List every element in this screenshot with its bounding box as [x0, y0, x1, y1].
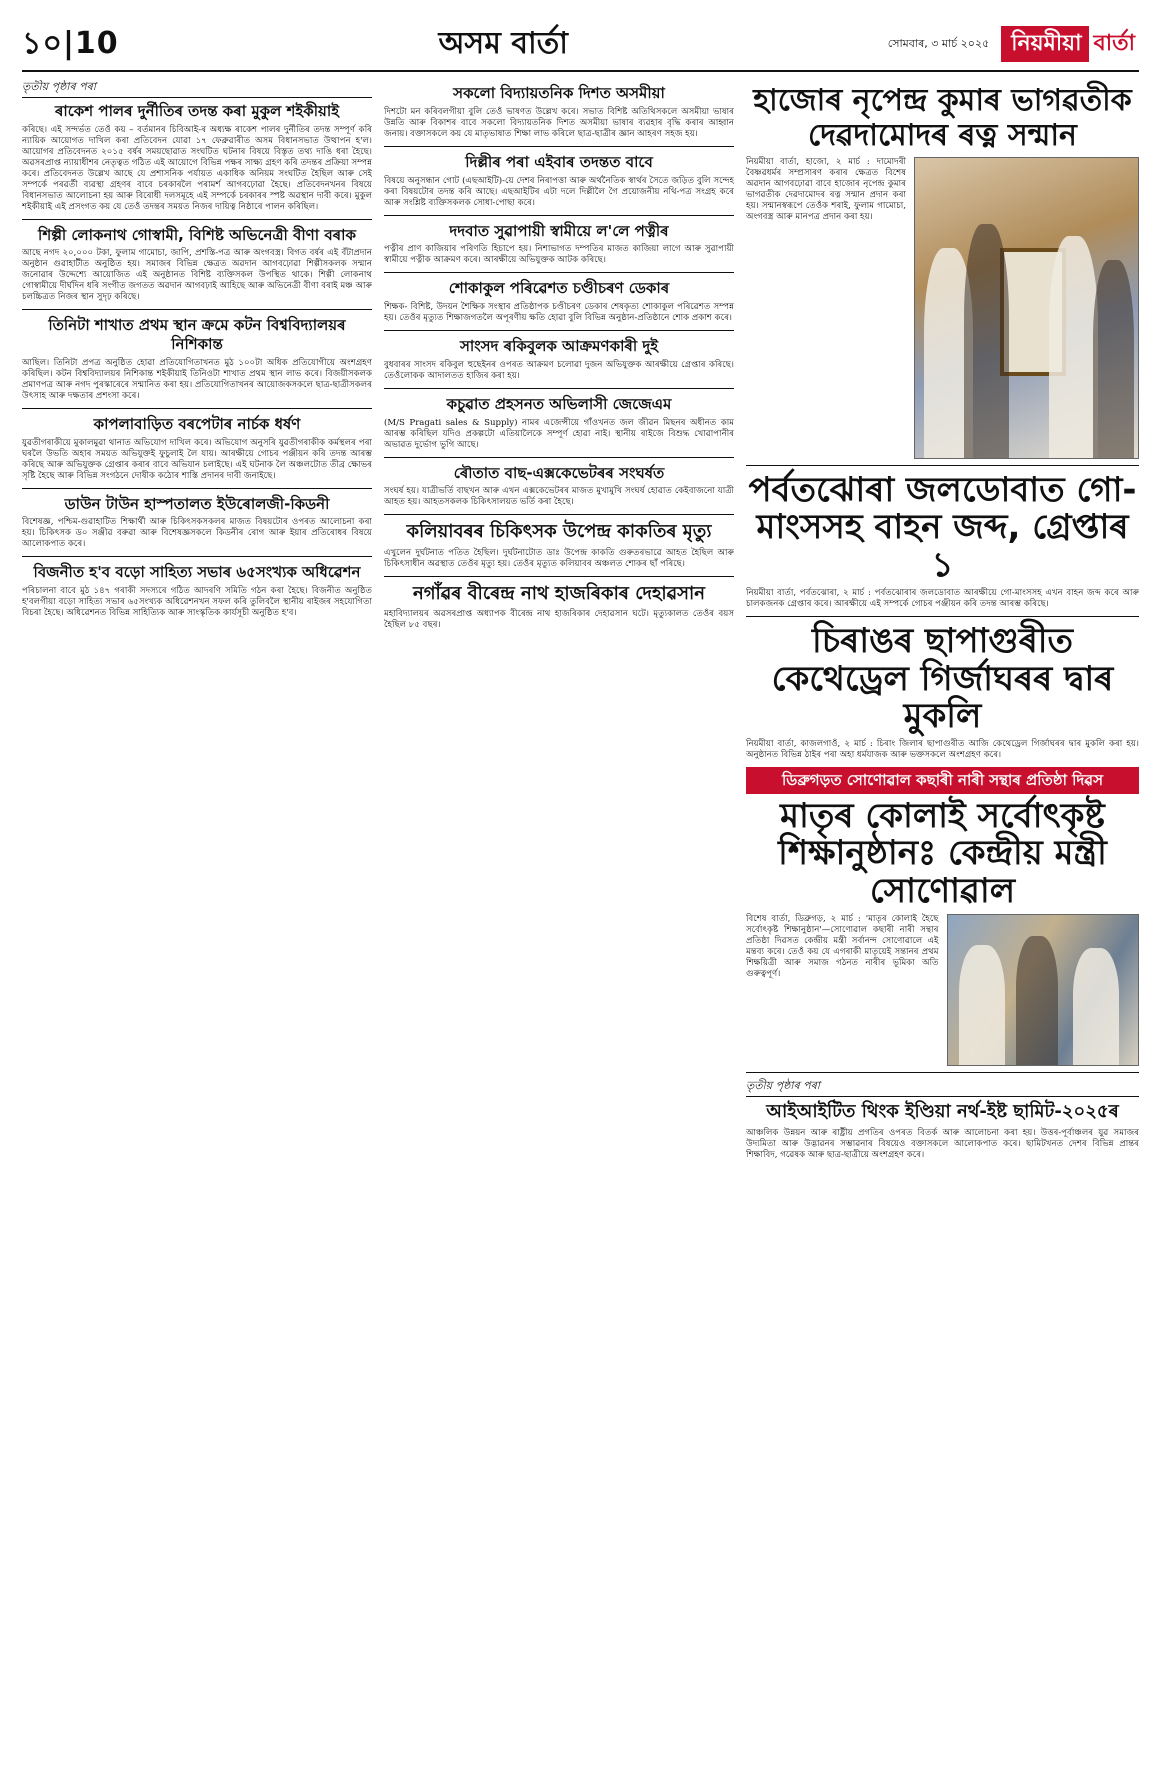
article-body: নিয়মীয়া বাৰ্তা, হাজো, ২ মাৰ্চ : দামোদৰী বৈষ্ণৱধৰ্মৰ সম্প্ৰসাৰণ কৰাৰ ক্ষেত্ৰত বিশেষ অৱদান আগবঢ়োৱা বাবে হাজোৰ নৃপেন্দ্ৰ কুমাৰ ভাগৱতীক দেৱদামোদৰ ৰত্ন সন্মান প্ৰদান কৰা হয়। সন্মানস্বৰূপে তেওঁক শৰাই, ফুলাম গামোচা, অংগবস্ত্ৰ আৰু মানপত্ৰ প্ৰদান কৰা হয়।	[746, 157, 906, 222]
divider	[384, 514, 734, 515]
article-headline: বিজনীত হ'ব বড়ো সাহিত্য সভাৰ ৬৫সংখ্যক অধিৱেশন	[33, 563, 361, 582]
continued-label: তৃতীয় পৃষ্ঠাৰ পৰা	[22, 80, 372, 98]
brand-logo-right: বাৰ্তা	[1093, 31, 1135, 57]
divider	[384, 146, 734, 147]
article-headline: তিনিটা শাখাত প্ৰথম স্থান ক্ৰমে কটন বিশ্ববিদ্যালয়ৰ নিশিকান্ত	[48, 316, 346, 353]
article-body: পত্নীৰ প্ৰাণ কাজিয়াৰ পৰিণতি হিচাপে হয়। নিশাভাগত দম্পতিৰ মাজত কাজিয়া লাগে আৰু সুৱাপায়ী স্বামীয়ে পত্নীক আক্ৰমণ কৰে। আৰক্ষীয়ে অভিযুক্তক আটক কৰিছে।	[384, 244, 734, 266]
person-figure	[1073, 948, 1119, 1065]
masthead	[22, 18, 1139, 72]
divider	[22, 309, 372, 310]
article-headline: পৰ্বতঝোৰা জলডোবাত গো-মাংসসহ বাহন জব্দ, গ্ৰেপ্তাৰ ১	[748, 470, 1137, 585]
divider	[384, 330, 734, 331]
article-headline: কচুৱাত প্ৰহসনত অভিলাসী জেজেএম	[446, 394, 672, 413]
article-body: বিশেষ বাৰ্তা, ডিব্ৰুগড়, ২ মাৰ্চ : 'মাতৃৰ কোলাই হৈছে সৰ্বোৎকৃষ্ট শিক্ষানুষ্ঠান'—সোণোৱাল কছাৰী নাৰী সন্থাৰ প্ৰতিষ্ঠা দিৱসত কেন্দ্ৰীয় মন্ত্ৰী সৰ্বানন্দ সোণোৱালে এই মন্তব্য কৰে। তেওঁ কয় যে এগৰাকী মাতৃয়েই সন্তানৰ প্ৰথম শিক্ষয়িত্ৰী আৰু সমাজ গঠনত নাৰীৰ ভূমিকা অতি গুৰুত্বপূৰ্ণ।	[746, 914, 939, 980]
divider	[22, 488, 372, 489]
person-figure	[964, 224, 1009, 458]
person-figure	[1093, 260, 1133, 458]
person-figure	[959, 945, 1005, 1065]
article-headline: চিৰাঙৰ ছাপাগুৰীত কেথেড্ৰেল গিৰ্জাঘৰৰ দ্বাৰ মুকলি	[771, 621, 1114, 736]
column-right	[746, 80, 1139, 1770]
divider	[22, 408, 372, 409]
article-headline: নগাঁৱৰ বীৰেন্দ্ৰ নাথ হাজৰিকাৰ দেহাৱসান	[412, 582, 706, 604]
award-photo	[914, 157, 1139, 459]
article-body: সংঘৰ্ষ হয়। যাত্ৰীভৰ্তি বাছখন আৰু এখন এক্সকেভেটৰৰ মাজত মুখামুখি সংঘৰ্ষ হোৱাত কেইবাজনো যাত্ৰী আহত হয়। আহতসকলক চিকিৎসালয়ত ভৰ্তি কৰা হৈছে।	[384, 486, 734, 508]
article-body: নিয়মীয়া বাৰ্তা, কাজলগাওঁ, ২ মাৰ্চ : চিৰাং জিলাৰ ছাপাগুৰীত আজি কেথেড্ৰেল গিৰ্জাঘৰৰ দ্বাৰ মুকলি কৰা হয়। অনুষ্ঠানত বিভিন্ন ঠাইৰ পৰা অহা ধৰ্মযাজক আৰু ভক্তসকলে অংশগ্ৰহণ কৰে।	[746, 739, 1139, 761]
article-body: কৰিছে। এই সন্দৰ্ভত তেওঁ কয় – বৰ্তমানৰ চিবিআই-ৰ অধ্যক্ষ ৰাকেশ পালৰ দুৰ্নীতিৰ তদন্ত সম্পূৰ্ণ কৰি ন্যায়িক আয়োগত দাখিল কৰা প্ৰতিবেদন যোৱা ১৭ ফেব্ৰুৱাৰীত অসম বিধানসভাত উত্থাপন হ'ল। আয়োগৰ প্ৰতিবেদনত ২০১৫ বৰ্ষৰ সময়ছোৱাত সংঘটিত ঘটনাৰ বিষয়ে বিস্তৃত তথ্য দাঙি ধৰা হৈছে। অৱসৰপ্ৰাপ্ত ন্যায়াধীশৰ নেতৃত্বত গঠিত এই আয়োগে বিভিন্ন পক্ষৰ সাক্ষ্য গ্ৰহণ কৰি তদন্তৰ প্ৰক্ৰিয়া সম্পন্ন কৰে। প্ৰতিবেদনত উল্লেখ আছে যে প্ৰশাসনিক পৰ্যায়ত একাধিক অনিয়ম সংঘটিত হৈছিল আৰু সেই সম্পৰ্কে পৰৱৰ্তী ব্যৱস্থা গ্ৰহণৰ বাবে চৰকাৰলৈ পৰামৰ্শ আগবঢ়োৱা হৈছে। প্ৰতিবেদনখনৰ বিষয়ে বিধানসভাত আলোচনা হয় আৰু বিৰোধী দলসমূহে এই সম্পৰ্কে চৰকাৰৰ স্পষ্ট অৱস্থান দাবী কৰে। মুকুল শইকীয়াই এই প্ৰসংগত কয় যে তেওঁ তদন্তৰ সময়ত নিজৰ দায়িত্ব নিষ্ঠাৰে পালন কৰিছিল।	[22, 124, 372, 212]
article-right	[947, 914, 1140, 1066]
article-block	[746, 914, 1139, 1066]
article-headline: ৰৌতাত বাছ-এক্সকেভেটৰৰ সংঘৰ্ষত	[453, 463, 665, 482]
divider	[746, 465, 1139, 466]
article-body: আছে নগদ ২০,০০০ টকা, ফুলাম গামোচা, জাপি, প্ৰশস্তি-পত্ৰ আৰু অংগবস্ত্ৰ। বিগত বৰ্ষৰ এই বঁটাপ্ৰদান অনুষ্ঠান গুৱাহাটীত অনুষ্ঠিত হয়। সমাজৰ বিভিন্ন ক্ষেত্ৰত অৱদান আগবঢ়োৱা শিল্পীসকলক সন্মান জনোৱাৰ উদ্দেশ্যে আয়োজিত এই অনুষ্ঠানত বিশিষ্ট ব্যক্তিসকল উপস্থিত থাকে। শিল্পী লোকনাথ গোস্বামীয়ে দীৰ্ঘদিন ধৰি সংগীত জগতত অৱদান আগবঢ়াই আহিছে আৰু অভিনেত্ৰী বীণা বৰাই মঞ্চ আৰু চলচ্চিত্ৰত নিজৰ স্থান সুদৃঢ় কৰিছে।	[22, 248, 372, 303]
article-left	[746, 914, 939, 1066]
article-body: এখুলেন দুৰ্ঘটনাত পতিত হৈছিল। দুৰ্ঘটনাটোত ডাঃ উপেন্দ্ৰ কাকতি গুৰুতৰভাৱে আহত হৈছিল আৰু চিকিৎসাধীন অৱস্থাত তেওঁৰ মৃত্যু হয়। তেওঁৰ মৃত্যুত কলিয়াবৰ অঞ্চলত শোকৰ ছাঁ পৰিছে।	[384, 547, 734, 569]
article-block	[746, 157, 1139, 459]
article-body: বিষয়ে অনুসন্ধান গোট (এছআইটি)-য়ে দেশৰ নিৰাপত্তা আৰু অৰ্থনৈতিক স্বাৰ্থৰ সৈতে জড়িত বুলি সন্দেহ কৰা বিষয়টোৰ তদন্ত কৰি আছে। এছআইটিৰ এটা দলে দিল্লীলৈ গৈ প্ৰয়োজনীয় নথি-পত্ৰ সংগ্ৰহ কৰে আৰু সংশ্লিষ্ট ব্যক্তিসকলক সোধা-পোছা কৰে।	[384, 175, 734, 208]
column-middle	[384, 80, 734, 1770]
article-body: (M/S Pragati sales & Supply) নামৰ এজেন্সীয়ে গাঁওখনত জল জীৱন মিছনৰ অধীনত কাম আৰম্ভ কৰিছিল যদিও প্ৰকল্পটো এতিয়ালৈকে সম্পূৰ্ণ হোৱা নাই। স্থানীয় ৰাইজে বিশুদ্ধ খোৱাপানীৰ অভাৱত দুৰ্ভোগ ভুগি আছে।	[384, 417, 734, 450]
masthead-right	[888, 26, 1139, 62]
article-headline: সাংসদ ৰকিবুলক আক্ৰমণকাৰী দুই	[459, 337, 659, 355]
article-headline: শিল্পী লোকনাথ গোস্বামী, বিশিষ্ট অভিনেত্ৰী বীণা বৰাক	[38, 225, 356, 244]
divider	[384, 457, 734, 458]
article-headline: দিল্লীৰ পৰা এইবাৰ তদন্তত বাবে	[465, 152, 653, 171]
article-headline: ডাউন টাউন হাস্পতালত ইউৰোলজী-কিডনী	[64, 494, 330, 513]
section-title: অসম বাৰ্তা	[438, 26, 568, 62]
divider	[384, 576, 734, 577]
content-columns	[22, 80, 1139, 1770]
column-left	[22, 80, 372, 1770]
divider	[22, 556, 372, 557]
article-headline: ৰাকেশ পালৰ দুৰ্নীতিৰ তদন্ত কৰা মুকুল শইকীয়াই	[54, 101, 339, 120]
article-body: বিশেষজ্ঞ, পশ্চিম-গুৱাহাটিত শিক্ষাৰ্থী আৰু চিকিৎসকসকলৰ মাজত বিষয়টোৰ ওপৰত আলোচনা কৰা হয়। চিকিৎসক ড০ সঞ্জীৱ বৰুৱা আৰু বিশেষজ্ঞসকলে কিডনীৰ ৰোগ আৰু ইয়াৰ প্ৰতিৰোধৰ বিষয়ে আলোকপাত কৰে।	[22, 517, 372, 550]
article-body: আঞ্চলিক উন্নয়ন আৰু ৰাষ্ট্ৰীয় প্ৰগতিৰ ওপৰত বিতৰ্ক আৰু আলোচনা কৰা হয়। উত্তৰ-পূৰ্বাঞ্চলৰ যুৱ সমাজৰ উদ্যমিতা আৰু উদ্ভাৱনৰ সম্ভাৱনাৰ বিষয়েও বক্তাসকলে আলোকপাত কৰে। ছামিটখনত দেশৰ বিভিন্ন প্ৰান্তৰ শিক্ষাবিদ, গৱেষক আৰু ছাত্ৰ-ছাত্ৰীয়ে অংশগ্ৰহণ কৰে।	[746, 1127, 1139, 1160]
continued-label: তৃতীয় পৃষ্ঠাৰ পৰা	[746, 1079, 1139, 1097]
article-body: নিয়মীয়া বাৰ্তা, পৰ্বতঝোৰা, ২ মাৰ্চ : পৰ্বতঝোৰাৰ জলডোবাত আৰক্ষীয়ে গো-মাংসসহ এখন বাহন জব্দ কৰে আৰু চালকজনক গ্ৰেপ্তাৰ কৰে। আৰক্ষীয়ে এই সম্পৰ্কে গোচৰ পঞ্জীয়ন কৰি তদন্ত আৰম্ভ কৰিছে।	[746, 588, 1139, 610]
article-headline: কাপলাবাড়িত বৰপেটাৰ নাৰ্চক ধৰ্ষণ	[93, 414, 301, 433]
person-figure	[1049, 236, 1098, 458]
article-headline: দদবাত সুৱাপায়ী স্বামীয়ে ল'লে পত্নীৰ	[449, 221, 669, 240]
divider	[746, 616, 1139, 617]
article-body: দিশটো মন কৰিবলগীয়া বুলি তেওঁ ভাষণত উল্লেখ কৰে। সভাত বিশিষ্ট অতিথিসকলে অসমীয়া ভাষাৰ উন্নতি আৰু বিকাশৰ বাবে সকলো বিদ্যায়তনিক দিশত অসমীয়া ভাষাৰ ব্যৱহাৰ বৃদ্ধি কৰাৰ আহ্বান জনায়। বক্তাসকলে কয় যে মাতৃভাষাত শিক্ষা লাভ কৰিলে ছাত্ৰ-ছাত্ৰীৰ জ্ঞান আহৰণ সহজ হয়।	[384, 106, 734, 139]
brand-logo-left: নিয়মীয়া	[1001, 26, 1089, 62]
divider	[22, 219, 372, 220]
article-body: মহাবিদ্যালয়ৰ অৱসৰপ্ৰাপ্ত অধ্যাপক বীৰেন্দ্ৰ নাথ হাজৰিকাৰ দেহাৱসান ঘটে। মৃত্যুকালত তেওঁৰ বয়স হৈছিল ৮৫ বছৰ।	[384, 609, 734, 631]
divider	[384, 388, 734, 389]
article-headline: আইআইটিত থিংক ইণ্ডিয়া নৰ্থ-ইষ্ট ছামিট-২০২৫ৰ	[766, 1101, 1119, 1123]
article-body: আছিল। তিনিটা প্ৰপত্ৰ অনুষ্ঠিত হোৱা প্ৰতিযোগিতাখনত মুঠ ১০০টা অধিক প্ৰতিযোগীয়ে অংশগ্ৰহণ কৰিছিল। কটন বিশ্ববিদ্যালয়ৰ নিশিকান্ত শইকীয়াই তিনিওটা শাখাত প্ৰথম স্থান লাভ কৰে। বিজয়ীসকলক প্ৰমাণপত্ৰ আৰু নগদ পুৰস্কাৰেৰে সন্মানিত কৰা হয়। প্ৰতিযোগিতাখনৰ আয়োজকসকলে ছাত্ৰ-ছাত্ৰীসকলৰ উৎসাহ আৰু দক্ষতাৰ প্ৰশংসা কৰে।	[22, 357, 372, 401]
divider	[384, 215, 734, 216]
issue-date: সোমবাৰ, ৩ মাৰ্চ ২০২৫	[887, 37, 990, 51]
divider	[746, 1072, 1139, 1073]
event-photo	[947, 914, 1140, 1066]
brand-logo	[1001, 26, 1139, 62]
article-body: যুৱতীগৰাকীয়ে মুকালমুৱা থানাত অভিযোগ দাখিল কৰে। অভিযোগ অনুসৰি যুৱতীগৰাকীক কৰ্মস্থলৰ পৰা ঘৰলৈ উভতি অহাৰ সময়ত অভিযুক্তই ফুচুলাই লৈ যায়। আৰক্ষীয়ে গোচৰ পঞ্জীয়ন কৰি তদন্ত আৰম্ভ কৰিছে আৰু অভিযুক্তক গ্ৰেপ্তাৰ কৰাৰ বাবে অভিযান চলাইছে। এই ঘটনাক লৈ অঞ্চলটোত তীব্ৰ ক্ষোভৰ সৃষ্টি হৈছে আৰু বিভিন্ন সংগঠনে দোষীক কঠোৰ শাস্তি প্ৰদানৰ দাবী জনাইছে।	[22, 437, 372, 481]
article-headline: কলিয়াবৰৰ চিকিৎসক উপেন্দ্ৰ কাকতিৰ মৃত্যু	[406, 521, 712, 543]
article-headline: শোকাকুল পৰিৱেশত চণ্ডীচৰণ ডেকাৰ	[448, 279, 670, 298]
article-body: শিক্ষক- বিশিষ্ট, উদয়ন শৈক্ষিক সংস্থাৰ প্ৰতিষ্ঠাপক চণ্ডীচৰণ ডেকাৰ শেষকৃত্য শোকাকুল পৰিৱেশত সম্পন্ন হয়। তেওঁৰ মৃত্যুত শিক্ষাজগতলৈ অপূৰণীয় ক্ষতি হোৱা বুলি বিভিন্ন অনুষ্ঠান-প্ৰতিষ্ঠানে শোক প্ৰকাশ কৰে।	[384, 302, 734, 323]
article-body: পৰিচালনা বাবে মুঠ ১৪৭ গৰাকী সদস্যৰে গঠিত আদৰণি সমিতি গঠন কৰা হৈছে। বিজনীত অনুষ্ঠিত হ'বলগীয়া বড়ো সাহিত্য সভাৰ ৬৫সংখ্যক অধিৱেশনখন সফল কৰি তুলিবলৈ স্থানীয় ৰাইজৰ সহযোগিতা বিচৰা হৈছে। অধিৱেশনত বিভিন্ন সাহিত্যিক আৰু সাংস্কৃতিক কাৰ্যসূচী অনুষ্ঠিত হ'ব।	[22, 586, 372, 618]
divider	[384, 272, 734, 273]
article-body: বুধবাৰৰ সাংসদ ৰকিবুল হুছেইনৰ ওপৰত আক্ৰমণ চলোৱা দুজন অভিযুক্তক আৰক্ষীয়ে গ্ৰেপ্তাৰ কৰিছে। তেওঁলোকক আদালতত হাজিৰ কৰা হয়।	[384, 359, 734, 381]
article-headline: সকলো বিদ্যায়তনিক দিশত অসমীয়া	[453, 84, 665, 102]
article-headline: হাজোৰ নৃপেন্দ্ৰ কুমাৰ ভাগৱতীক দেৱদামোদৰ ৰত্ন সন্মান	[753, 83, 1132, 153]
event-banner: ডিব্ৰুগড়ত সোণোৱাল কছাৰী নাৰী সন্থাৰ প্ৰতিষ্ঠা দিৱস	[746, 767, 1139, 794]
article-headline: মাতৃৰ কোলাই সৰ্বোৎকৃষ্ট শিক্ষানুষ্ঠানঃ কেন্দ্ৰীয় মন্ত্ৰী সোণোৱাল	[778, 796, 1107, 911]
person-figure	[1016, 936, 1058, 1065]
page-number: ১০|10	[22, 26, 119, 62]
